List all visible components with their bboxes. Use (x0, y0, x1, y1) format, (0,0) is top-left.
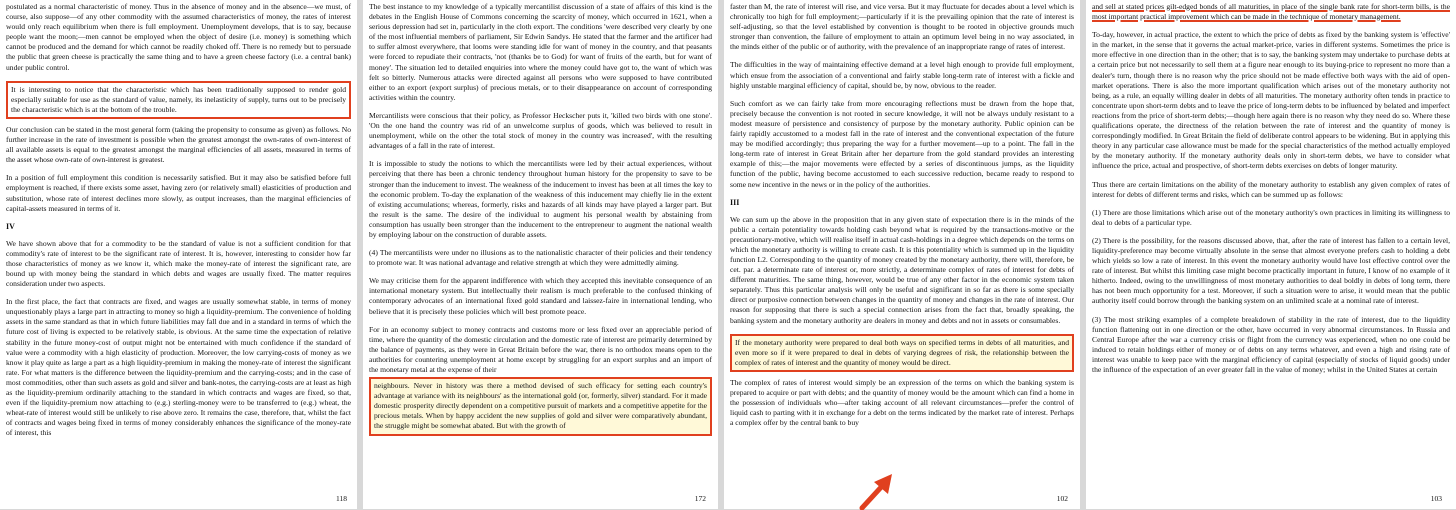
page-body (1092, 0, 1450, 383)
page-body (6, 0, 351, 446)
paragraph: In the first place, the fact that contracts are fixed, and wages are usually somewhat stable, in terms of money unquestionably plays a large part in attracting to money so high a liquidity-premium. The convenience of holding assets in the same standard as that in which future liabilities may fall due and in a standard in terms of which the future cost of living is expected to be relatively stable, is obvious. At the same time the expectation of relative stability in the future money-cost of output might not be entertained with much confidence if the standard of value were a commodity with a high elasticity of production. Moreover, the low carrying-costs of money as we know it play quite as large a part as a high liquidity-premium in making the money-rate of interest the significant rate. For what matters is the difference between the liquidity-premium and the carrying-costs; and in the case of most commodities, other than such assets as gold and silver and bank-notes, the carrying-costs are at least as high as the liquidity-premium ordinarily attaching to the standard in which contracts and wages are fixed, so that, even if the liquidity-premium now attaching to (e.g.) sterling-money were to be transferred to (e.g.) wheat, the wheat-rate of interest would still be unlikely to rise above zero. It remains the case, therefore, that, whilst the fact of contracts and wages being fixed in terms of money considerably enhances the significance of the money-rate of interest, this (6, 297, 352, 438)
paragraph: We can sum up the above in the proposition that in any given state of expectation there is in the minds of the public a certain potentiality towards holding cash beyond what is required by the transactions-motive or the precautionary-motive, which will realise itself in actual cash-holdings in a degree which depends on the terms on which the monetary authority is willing to create cash. It is this potentiality which is summed up in the liquidity function L2. Corresponding to the quantity of money created by the monetary authority, there will, therefore, be cet. par. a determinate rate of interest or, more strictly, a determinate complex of rates of interest for debts of different maturities. The same thing, however, would be true of any other factor in the economic system taken separately. Thus this particular analysis will only be useful and significant in so far as there is some specially direct or purposive connection between changes in the quantity of money and changes in the rate of interest. Our reason for supposing that there is such a special connection arises from the fact that, broadly speaking, the banking system and the monetary authority are dealers in money and debts and not in assets or consumables. (730, 214, 1074, 325)
page-172 (363, 0, 718, 509)
page-body (369, 0, 712, 442)
arrow-annotation-icon (858, 470, 898, 510)
page-number: 172 (694, 494, 706, 503)
paragraph: postulated as a normal characteristic of money. Thus in the absence of money and in the absence—we must, of course, also suppose—of any other commodity with the assumed characteristics of money, the rates of interest would only reach equilibrium when there is full employment. Unemployment develops, that is to say, because people want the moon;—men cannot be employed when the object of desire (i.e. money) is something which cannot be produced and the demand for which cannot be readily choked off. There is no remedy but to persuade the public that green cheese is practically the same thing and to have a green cheese factory (i.e. a central bank) under public control. (6, 2, 351, 72)
highlighted-paragraph: If the monetary authority were prepared to deal both ways on specified terms in debts of all maturities, and even more so if it were prepared to deal in debts of varying degrees of risk, the relationship between the complex of rates of interest and the quantity of money would be direct. (735, 337, 1069, 367)
highlight-box (730, 334, 1074, 372)
paragraph: Our conclusion can be stated in the most general form (taking the propensity to consume as given) as follows. No further increase in the rate of investment is possible when the greatest amongst the own-rates of own-interest of all available assets is equal to the greatest amongst the marginal efficiencies of all assets, measured in terms of the asset whose own-rate of own-interest is greatest. (6, 124, 352, 165)
section-heading: IV (6, 221, 15, 231)
paragraph: The complex of rates of interest would simply be an expression of the terms on which the banking system is prepared to acquire or part with debts; and the quantity of money would be the amount which can find a home in the possession of individuals who—after taking account of all relevant circumstances—prefer the control of liquid cash to parting with it in exchange for a debt on the terms indicated by the market rate of interest. Perhaps a complex offer by the central bank to buy (730, 377, 1074, 428)
paragraph: Mercantilists were conscious that their policy, as Professor Heckscher puts it, 'killed two birds with one stone'. 'On the one hand the country was rid of an unwelcome surplus of goods, which was believed to result in unemployment, while on the other the total stock of money in the country was increased', with the resulting advantages of a fall in the rate of interest. (369, 110, 712, 151)
section-heading: III (730, 197, 740, 207)
paragraph: Thus there are certain limitations on the ability of the monetary authority to establish any given complex of rates of interest for debts of different terms and risks, which can be summed up as follows: (1092, 179, 1450, 199)
highlight-box (6, 81, 351, 119)
paragraph: (3) The most striking examples of a complete breakdown of stability in the rate of interest, due to the liquidity function flattening out in one direction or the other, have occurred in very abnormal circumstances. In Russia and Central Europe after the war a currency crisis or flight from the currency was experienced, when no one could be induced to retain holdings either of money or of debts on any terms whatever, and even a high and rising rate of interest was unable to keep pace with the marginal efficiency of capital (especially of stocks of liquid goods) under the influence of the expectation of an ever greater fall in the value of money; whilst in the United States at certain (1092, 314, 1450, 374)
paragraph: (4) The mercantilists were under no illusions as to the nationalistic character of their policies and their tendency to promote war. It was national advantage and relative strength at which they were admittedly aiming. (369, 248, 712, 268)
page-118 (0, 0, 357, 509)
page-number: 102 (1056, 494, 1068, 503)
highlighted-paragraph: It is interesting to notice that the characteristic which has been traditionally supposed to render gold especially suitable for use as the standard of value, namely, its inelasticity of supply, turns out to be precisely the characteristic which is at the bottom of the trouble. (11, 84, 346, 114)
paragraph: (2) There is the possibility, for the reasons discussed above, that, after the rate of interest has fallen to a certain level, liquidity-preference may become virtually absolute in the sense that almost everyone prefers cash to holding a debt which yields so low a rate of interest. In this event the monetary authority would have lost effective control over the rate of interest. But whilst this limiting case might become practically important in future, I know of no example of it hitherto. Indeed, owing to the unwillingness of most monetary authorities to deal boldly in debts of long term, there has not been much opportunity for a test. Moreover, if such a situation were to arise, it would mean that the public authority itself could borrow through the banking system on an unlimited scale at a nominal rate of interest. (1092, 235, 1450, 306)
page-body (730, 0, 1074, 436)
underlined-paragraph: and sell at stated prices gilt-edged bonds of all maturities, in place of the single bank rate for short-term bills, is the most important practical improvement which can be made in the technique of monetary management. (1092, 2, 1450, 22)
paragraph: In a position of full employment this condition is necessarily satisfied. But it may also be satisfied before full employment is reached, if there exists some asset, having zero (or relatively small) elasticities of production and substitution, whose rate of interest declines more slowly, as output increases, than the marginal efficiencies of capital-assets measured in terms of it. (6, 173, 351, 213)
page-102 (724, 0, 1080, 509)
paragraph: (1) There are those limitations which arise out of the monetary authority's own practices in limiting its willingness to deal to debts of a particular type. (1092, 207, 1450, 227)
paragraph: The difficulties in the way of maintaining effective demand at a level high enough to provide full employment, which ensue from the association of a conventional and fairly stable long-term rate of interest with a fickle and highly unstable marginal efficiency of capital, should be, by now, obvious to the reader. (730, 60, 1074, 90)
paragraph: The best instance to my knowledge of a typically mercantilist discussion of a state of affairs of this kind is the debates in the English House of Commons concerning the scarcity of money, which occurred in 1621, when a serious depression had set in, particularly in the cloth export. The conditions 'were described very clearly by one of the most influential members of parliament, Sir Edwin Sandys. He stated that the farmer and the artificer had to suffer almost everywhere, that looms were standing idle for want of money in the country, and that peasants were forced to repudiate their contracts, 'not (thanks be to God) for want of fruits of the earth, but for want of money'. The situation led to detailed enquiries into where the money could have got to, the want of which was felt so bitterly. Numerous attacks were directed against all persons who were supposed to have contributed either to an export (export surplus) of precious metals, or to their disappearance on account of corresponding activities within the country. (369, 2, 712, 102)
paragraph: We have shown above that for a commodity to be the standard of value is not a sufficient condition for that commodity's rate of interest to be the significant rate of interest. It is, however, interesting to consider how far those characteristics of money as we know it, which make the money-rate of interest the significant rate, are bound up with money being the standard in which debts and wages are usually fixed. The matter requires consideration under two aspects. (6, 238, 351, 289)
page-103 (1086, 0, 1456, 509)
paragraph: faster than M, the rate of interest will rise, and vice versa. But it may fluctuate for decades about a level which is chronically too high for full employment;—particularly if it is the prevailing opinion that the rate of interest is self-adjusting, so that the level established by convention is thought to be rooted in objective grounds much stronger than convention, the failure of employment to attain an optimum level being in no way associated, in the minds either of the public or of authority, with the prevalence of an inappropriate range of rates of interest. (730, 2, 1074, 52)
paragraph: We may criticise them for the apparent indifference with which they accepted this inevitable consequence of an international monetary system. But intellectually their realism is much preferable to the confused thinking of contemporary advocates of an international fixed gold standard and laissez-faire in international lending, who believe that it is precisely these policies which will best promote peace. (369, 276, 712, 316)
highlighted-paragraph: neighbours. Never in history was there a method devised of such efficacy for setting each country's advantage at variance with its neighbours' as the international gold (or, formerly, silver) standard. For it made domestic prosperity directly dependent on a competitive pursuit of markets and a competitive appetite for the precious metals. When by happy accident the new supplies of gold and silver were comparatively abundant, the struggle might be somewhat abated. But with the growth of (374, 381, 707, 431)
highlight-box (369, 377, 712, 435)
paragraph: To-day, however, in actual practice, the extent to which the price of debts as fixed by the banking system is 'effective' in the market, in the sense that it governs the actual market-price, varies in different systems. Sometimes the price is more effective in one direction than in the other; that is to say, the banking system may undertake to purchase debts at a certain price but not necessarily to sell them at a figure near enough to its buying-price to represent no more than a dealer's turn, though there is no reason why the price should not be made effective both ways with the aid of open-market operations. There is also the more important qualification which arises out of the monetary authority not being, as a rule, an equally willing dealer in debts of all maturities. The monetary authority often tends in practice to concentrate upon short-term debts and to leave the price of long-term debts to be influenced by belated and imperfect reactions from the price of short-term debts;—though here again there is no reason why they need do so. Where these qualifications operate, the directness of the relation between the rate of interest and the quantity of money is correspondingly modified. In Great Britain the field of deliberate control appears to be widening. But in applying this theory in any particular case allowance must be made for the special characteristics of the method actually employed by the monetary authority. If the monetary authority deals only in short-term debts, we have to consider what influence the price, actual and prospective, of short-term debts exercises on debts of longer maturity. (1092, 30, 1450, 171)
paragraph: For in an economy subject to money contracts and customs more or less fixed over an appreciable period of time, where the quantity of the domestic circulation and the domestic rate of interest are primarily determined by the balance of payments, as they were in Great Britain before the war, there is no orthodox means open to the authorities for countering unemployment at home except by struggling for an export surplus and an import of the monetary metal at the expense of their (369, 324, 712, 374)
paragraph: Such comfort as we can fairly take from more encouraging reflections must be drawn from the hope that, precisely because the convention is not rooted in secure knowledge, it will not be always unduly resistant to a modest measure of persistence and consistency of purpose by the monetary authority. Public opinion can be fairly rapidly accustomed to a modest fall in the rate of interest and the conventional expectation of the future may be modified accordingly; thus preparing the way for a further movement—up to a point. The fall in the long-term rate of interest in Great Britain after her departure from the gold standard provides an interesting example of this;—the major movements were effected by a series of discontinuous jumps, as the liquidity function of the public, having become accustomed to each successive reduction, became ready to respond to some new incentive in the news or in the policy of the authorities. (730, 98, 1074, 189)
paragraph: It is impossible to study the notions to which the mercantilists were led by their actual experiences, without perceiving that there has been a chronic tendency throughout human history for the propensity to save to be stronger than the inducement to invest. The weakness of the inducement to invest has been at all times the key to the economic problem. To-day the explanation of the weakness of this inducement may chiefly lie in the extent of existing accumulations; whereas, formerly, risks and hazards of all kinds may have played a larger part. But the result is the same. The desire of the individual to augment his personal wealth by abstaining from consumption has usually been stronger than the inducement to the entrepreneur to augment the national wealth by employing labour on the construction of durable assets. (369, 159, 712, 239)
page-number: 103 (1430, 494, 1442, 503)
page-number: 118 (336, 494, 347, 503)
